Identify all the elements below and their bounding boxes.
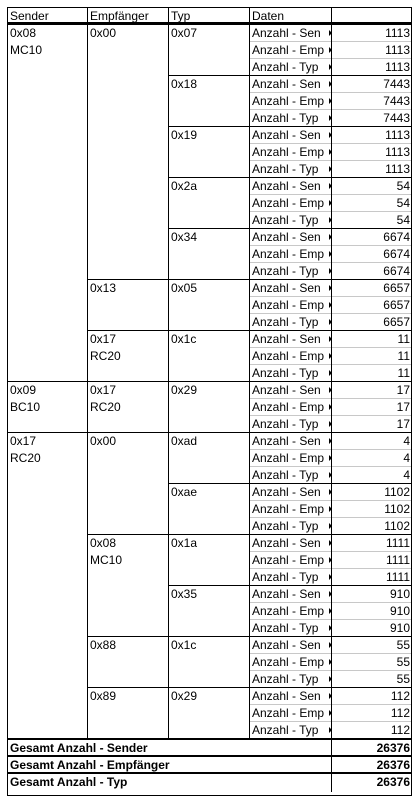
total-label[interactable]: Gesamt Anzahl - Empfänger bbox=[10, 758, 170, 772]
header-row bbox=[8, 8, 411, 25]
receiver-name[interactable]: RC20 bbox=[90, 349, 121, 363]
type-code[interactable]: 0x18 bbox=[171, 77, 198, 91]
data-value[interactable]: 6674 bbox=[383, 230, 410, 244]
data-value[interactable]: 910 bbox=[389, 621, 410, 635]
data-value[interactable]: 6657 bbox=[383, 315, 410, 329]
data-value[interactable]: 17 bbox=[396, 383, 410, 397]
data-label[interactable]: Anzahl - Typ bbox=[250, 569, 332, 586]
data-value[interactable]: 17 bbox=[396, 417, 410, 431]
total-value[interactable]: 26376 bbox=[376, 741, 410, 755]
data-value[interactable]: 55 bbox=[396, 655, 410, 669]
data-value[interactable]: 7443 bbox=[383, 111, 410, 125]
totals-divider bbox=[331, 739, 332, 792]
receiver-code[interactable]: 0x17 bbox=[90, 332, 117, 346]
total-value[interactable]: 26376 bbox=[376, 758, 410, 772]
type-code[interactable]: 0x29 bbox=[171, 383, 198, 397]
data-value[interactable]: 1113 bbox=[385, 43, 410, 57]
data-label[interactable]: Anzahl - Typ bbox=[250, 314, 332, 331]
data-label[interactable]: Anzahl - Typ bbox=[250, 518, 332, 535]
total-value[interactable]: 26376 bbox=[376, 775, 410, 789]
data-label[interactable]: Anzahl - Typ bbox=[250, 59, 332, 76]
data-label[interactable]: Anzahl - Sen bbox=[250, 688, 332, 705]
data-label[interactable]: Anzahl - Emp bbox=[250, 450, 332, 467]
sender-code[interactable]: 0x09 bbox=[10, 383, 37, 397]
data-label[interactable]: Anzahl - Emp bbox=[250, 246, 332, 263]
type-code[interactable]: 0x34 bbox=[171, 230, 198, 244]
data-value[interactable]: 910 bbox=[389, 587, 410, 601]
data-value[interactable]: 1113 bbox=[385, 145, 410, 159]
data-value[interactable]: 4 bbox=[403, 434, 410, 448]
column-divider bbox=[249, 8, 250, 739]
data-value[interactable]: 7443 bbox=[383, 94, 410, 108]
data-value[interactable]: 54 bbox=[396, 196, 410, 210]
data-value[interactable]: 1113 bbox=[385, 26, 410, 40]
data-value[interactable]: 1113 bbox=[385, 162, 410, 176]
column-divider bbox=[87, 8, 88, 739]
data-label[interactable]: Anzahl - Sen bbox=[250, 76, 332, 93]
data-value[interactable]: 55 bbox=[396, 672, 410, 686]
data-label[interactable]: Anzahl - Emp bbox=[250, 552, 332, 569]
data-label[interactable]: Anzahl - Emp bbox=[250, 42, 332, 59]
data-label[interactable]: Anzahl - Typ bbox=[250, 161, 332, 178]
data-label[interactable]: Anzahl - Emp bbox=[250, 399, 332, 416]
data-label[interactable]: Anzahl - Sen bbox=[250, 178, 332, 195]
data-value[interactable]: 1111 bbox=[385, 553, 410, 567]
data-label[interactable]: Anzahl - Emp bbox=[250, 93, 332, 110]
data-label[interactable]: Anzahl - Sen bbox=[250, 331, 332, 348]
type-code[interactable]: 0xad bbox=[171, 434, 198, 448]
data-value[interactable]: 1102 bbox=[384, 502, 410, 516]
header-data[interactable]: Daten bbox=[252, 9, 285, 23]
data-value[interactable]: 11 bbox=[397, 332, 410, 346]
data-label[interactable]: Anzahl - Typ bbox=[250, 620, 332, 637]
data-label[interactable]: Anzahl - Typ bbox=[250, 110, 332, 127]
data-label[interactable]: Anzahl - Typ bbox=[250, 671, 332, 688]
data-label[interactable]: Anzahl - Emp bbox=[250, 501, 332, 518]
data-label[interactable]: Anzahl - Typ bbox=[250, 722, 332, 739]
data-value[interactable]: 1102 bbox=[384, 519, 410, 533]
data-label[interactable]: Anzahl - Sen bbox=[250, 586, 332, 603]
data-label[interactable]: Anzahl - Typ bbox=[250, 263, 332, 280]
data-label[interactable]: Anzahl - Sen bbox=[250, 535, 332, 552]
data-label[interactable]: Anzahl - Emp bbox=[250, 603, 332, 620]
data-value[interactable]: 112 bbox=[390, 706, 410, 720]
sender-code[interactable]: 0x17 bbox=[10, 434, 37, 448]
data-label[interactable]: Anzahl - Emp bbox=[250, 297, 332, 314]
data-value[interactable]: 1113 bbox=[385, 60, 410, 74]
data-value[interactable]: 1102 bbox=[384, 485, 410, 499]
data-value[interactable]: 6674 bbox=[383, 264, 410, 278]
column-divider bbox=[331, 8, 332, 739]
data-label[interactable]: Anzahl - Sen bbox=[250, 382, 332, 399]
type-code[interactable]: 0x07 bbox=[171, 26, 198, 40]
type-code[interactable]: 0x19 bbox=[171, 128, 198, 142]
data-value[interactable]: 1111 bbox=[385, 570, 410, 584]
data-label[interactable]: Anzahl - Emp bbox=[250, 705, 332, 722]
receiver-name[interactable]: MC10 bbox=[90, 553, 123, 567]
data-label[interactable]: Anzahl - Sen bbox=[250, 433, 332, 450]
data-value[interactable]: 54 bbox=[396, 213, 410, 227]
data-label[interactable]: Anzahl - Sen bbox=[250, 280, 332, 297]
type-code[interactable]: 0x1a bbox=[171, 536, 198, 550]
data-value[interactable]: 17 bbox=[396, 400, 410, 414]
receiver-code[interactable]: 0x89 bbox=[90, 689, 117, 703]
data-label[interactable]: Anzahl - Sen bbox=[250, 637, 332, 654]
column-divider bbox=[168, 8, 169, 739]
data-value[interactable]: 55 bbox=[396, 638, 410, 652]
data-value[interactable]: 6657 bbox=[383, 298, 410, 312]
type-code[interactable]: 0x1c bbox=[171, 332, 197, 346]
data-label[interactable]: Anzahl - Sen bbox=[250, 127, 332, 144]
sender-name[interactable]: RC20 bbox=[10, 451, 41, 465]
data-label[interactable]: Anzahl - Sen bbox=[250, 484, 332, 501]
data-value[interactable]: 6674 bbox=[383, 247, 410, 261]
header-sender[interactable]: Sender bbox=[10, 9, 49, 23]
data-value[interactable]: 112 bbox=[390, 689, 410, 703]
receiver-code[interactable]: 0x17 bbox=[90, 383, 117, 397]
header-type[interactable]: Typ bbox=[171, 9, 191, 23]
data-label[interactable]: Anzahl - Typ bbox=[250, 416, 332, 433]
data-value[interactable]: 4 bbox=[403, 451, 410, 465]
sender-name[interactable]: MC10 bbox=[10, 43, 43, 57]
receiver-code[interactable]: 0x08 bbox=[90, 536, 117, 550]
type-code[interactable]: 0x29 bbox=[171, 689, 198, 703]
data-label[interactable]: Anzahl - Typ bbox=[250, 365, 332, 382]
data-value[interactable]: 1111 bbox=[385, 536, 410, 550]
data-value[interactable]: 910 bbox=[389, 604, 410, 618]
total-label[interactable]: Gesamt Anzahl - Typ bbox=[10, 775, 128, 789]
sender-code[interactable]: 0x08 bbox=[10, 26, 37, 40]
sender-name[interactable]: BC10 bbox=[10, 400, 41, 414]
data-label[interactable]: Anzahl - Sen bbox=[250, 229, 332, 246]
receiver-code[interactable]: 0x00 bbox=[90, 26, 117, 40]
type-code[interactable]: 0x35 bbox=[171, 587, 198, 601]
receiver-code[interactable]: 0x88 bbox=[90, 638, 117, 652]
data-label[interactable]: Anzahl - Emp bbox=[250, 654, 332, 671]
type-code[interactable]: 0x2a bbox=[171, 179, 198, 193]
type-code[interactable]: 0x1c bbox=[171, 638, 197, 652]
receiver-code[interactable]: 0x13 bbox=[90, 281, 117, 295]
data-label[interactable]: Anzahl - Emp bbox=[250, 195, 332, 212]
receiver-code[interactable]: 0x00 bbox=[90, 434, 117, 448]
data-label[interactable]: Anzahl - Typ bbox=[250, 212, 332, 229]
data-value[interactable]: 112 bbox=[390, 723, 410, 737]
data-value[interactable]: 1113 bbox=[385, 128, 410, 142]
data-label[interactable]: Anzahl - Emp bbox=[250, 348, 332, 365]
receiver-name[interactable]: RC20 bbox=[90, 400, 121, 414]
header-receiver[interactable]: Empfänger bbox=[90, 9, 149, 23]
type-code[interactable]: 0xae bbox=[171, 485, 198, 499]
data-label[interactable]: Anzahl - Typ bbox=[250, 467, 332, 484]
data-value[interactable]: 11 bbox=[397, 366, 410, 380]
data-value[interactable]: 11 bbox=[397, 349, 410, 363]
type-code[interactable]: 0x05 bbox=[171, 281, 198, 295]
data-value[interactable]: 54 bbox=[396, 179, 410, 193]
data-label[interactable]: Anzahl - Emp bbox=[250, 144, 332, 161]
data-value[interactable]: 4 bbox=[403, 468, 410, 482]
total-label[interactable]: Gesamt Anzahl - Sender bbox=[10, 741, 148, 755]
pivot-table bbox=[7, 7, 412, 796]
data-label[interactable]: Anzahl - Sen bbox=[250, 25, 332, 42]
data-value[interactable]: 6657 bbox=[383, 281, 410, 295]
data-value[interactable]: 7443 bbox=[383, 77, 410, 91]
